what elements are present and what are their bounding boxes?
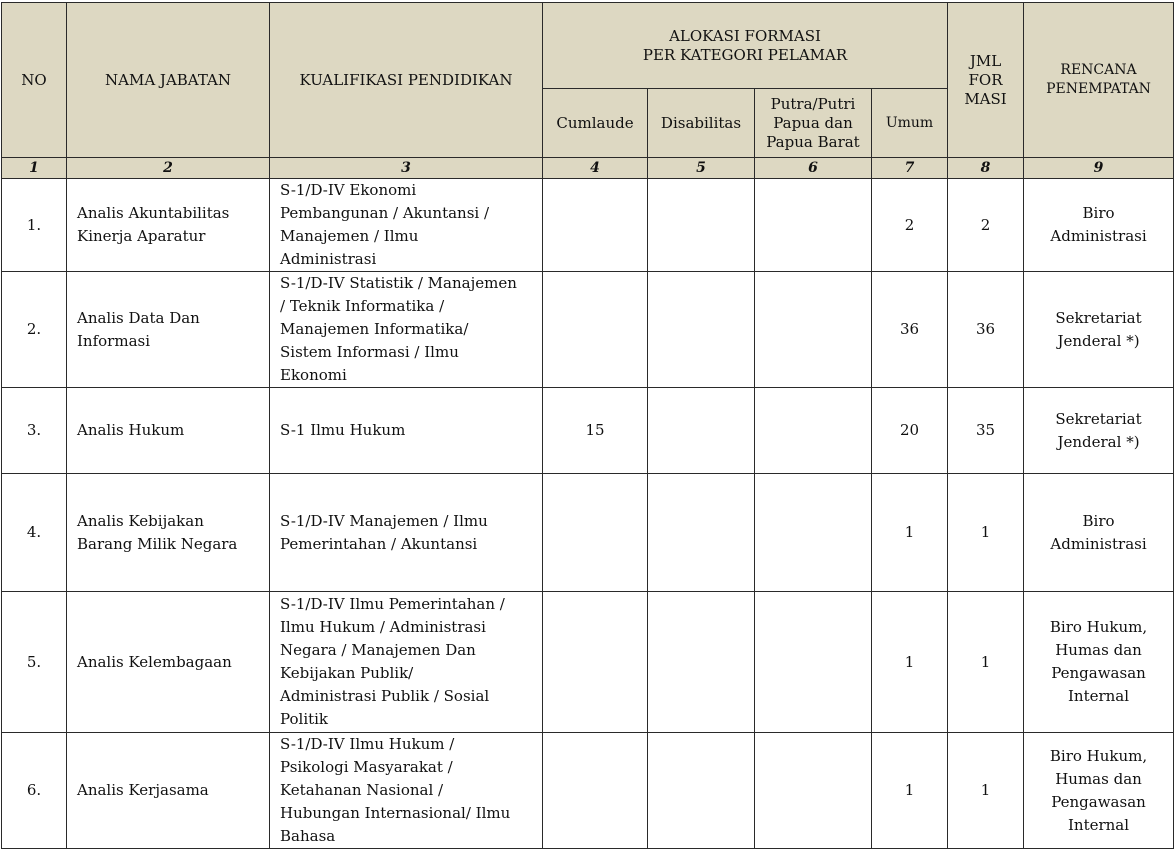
cell-kualifikasi-line: Hubungan Internasional/ Ilmu xyxy=(280,804,511,822)
cell-penempatan-line: Biro Hukum, xyxy=(1049,618,1148,636)
cell-nama-jabatan-line: Barang Milik Negara xyxy=(77,534,238,553)
cell-nama-jabatan xyxy=(67,474,270,592)
cell-penempatan-line: Administrasi xyxy=(1050,534,1147,553)
column-number: 5 xyxy=(648,158,755,179)
header-umum: Umum xyxy=(872,89,948,158)
column-number: 3 xyxy=(270,158,543,179)
cell-nama-jabatan xyxy=(67,592,270,733)
cell-disabilitas xyxy=(648,388,755,474)
cell-papua xyxy=(755,272,872,388)
cell-kualifikasi xyxy=(270,388,543,474)
column-number: 4 xyxy=(543,158,648,179)
cell-cumlaude xyxy=(543,733,648,849)
cell-kualifikasi-line: Manajemen / Ilmu xyxy=(280,227,419,245)
header-nama-jabatan: NAMA JABATAN xyxy=(67,3,270,158)
cell-kualifikasi-line: S-1/D-IV Ekonomi xyxy=(280,181,417,199)
header-cumlaude: Cumlaude xyxy=(543,89,648,158)
header-kualifikasi: KUALIFIKASI PENDIDIKAN xyxy=(270,3,543,158)
cell-disabilitas xyxy=(648,474,755,592)
cell-jml-formasi: 2 xyxy=(948,179,1024,272)
cell-penempatan-line: Humas dan xyxy=(1055,641,1142,659)
column-number: 7 xyxy=(872,158,948,179)
column-number-row xyxy=(2,158,1174,179)
cell-cumlaude: 15 xyxy=(543,388,648,474)
cell-kualifikasi-line: Sistem Informasi / Ilmu xyxy=(280,343,459,361)
cell-umum: 20 xyxy=(872,388,948,474)
cell-no: 5. xyxy=(2,592,67,733)
cell-penempatan xyxy=(1024,272,1174,388)
cell-penempatan-line: Jenderal *) xyxy=(1057,432,1140,451)
cell-nama-jabatan-line: Analis Kebijakan xyxy=(77,511,204,530)
cell-nama-jabatan-line: Analis Akuntabilitas xyxy=(77,204,230,222)
cell-umum: 1 xyxy=(872,474,948,592)
formasi-table xyxy=(1,2,1174,849)
cell-penempatan-line: Sekretariat xyxy=(1055,409,1142,428)
cell-nama-jabatan xyxy=(67,388,270,474)
cell-kualifikasi-line: S-1/D-IV Statistik / Manajemen xyxy=(280,274,517,292)
table-row xyxy=(2,592,1174,733)
cell-papua xyxy=(755,733,872,849)
cell-cumlaude xyxy=(543,272,648,388)
cell-jml-formasi: 36 xyxy=(948,272,1024,388)
cell-penempatan-line: Pengawasan xyxy=(1051,664,1146,682)
cell-penempatan-line: Biro xyxy=(1082,511,1115,530)
cell-jml-formasi: 1 xyxy=(948,733,1024,849)
header-rencana-penempatan: RENCANA PENEMPATAN xyxy=(1024,3,1174,158)
cell-cumlaude xyxy=(543,474,648,592)
cell-kualifikasi-line: Manajemen Informatika/ xyxy=(280,320,469,338)
header-disabilitas: Disabilitas xyxy=(648,89,755,158)
cell-nama-jabatan-line: Analis Hukum xyxy=(77,421,185,439)
cell-penempatan-line: Pengawasan xyxy=(1051,792,1146,811)
cell-nama-jabatan xyxy=(67,272,270,388)
cell-kualifikasi-line: Administrasi Publik / Sosial xyxy=(280,687,490,705)
cell-kualifikasi xyxy=(270,592,543,733)
table-row xyxy=(2,388,1174,474)
cell-kualifikasi-line: Ilmu Hukum / Administrasi xyxy=(280,618,486,636)
cell-disabilitas xyxy=(648,272,755,388)
cell-penempatan-line: Internal xyxy=(1067,687,1130,705)
cell-nama-jabatan-line: Analis Kerjasama xyxy=(77,781,209,799)
cell-kualifikasi-line: Pembangunan / Akuntansi / xyxy=(280,204,490,222)
cell-kualifikasi-line: Kebijakan Publik/ xyxy=(280,664,414,682)
cell-umum: 2 xyxy=(872,179,948,272)
table-row xyxy=(2,272,1174,388)
header-no: NO xyxy=(2,3,67,158)
cell-no: 4. xyxy=(2,474,67,592)
cell-kualifikasi-line: S-1/D-IV Ilmu Hukum / xyxy=(280,735,455,753)
cell-kualifikasi-line: Pemerintahan / Akuntansi xyxy=(280,534,478,553)
column-number: 6 xyxy=(755,158,872,179)
cell-kualifikasi-line: S-1/D-IV Ilmu Pemerintahan / xyxy=(280,595,505,613)
cell-disabilitas xyxy=(648,733,755,849)
cell-jml-formasi: 1 xyxy=(948,592,1024,733)
column-number: 8 xyxy=(948,158,1024,179)
table-row xyxy=(2,179,1174,272)
cell-kualifikasi xyxy=(270,272,543,388)
cell-cumlaude xyxy=(543,179,648,272)
cell-umum: 1 xyxy=(872,592,948,733)
cell-penempatan-line: Humas dan xyxy=(1055,769,1142,788)
cell-penempatan xyxy=(1024,474,1174,592)
column-number: 2 xyxy=(67,158,270,179)
cell-kualifikasi-line: S-1/D-IV Manajemen / Ilmu xyxy=(280,511,488,530)
cell-disabilitas xyxy=(648,592,755,733)
cell-penempatan xyxy=(1024,733,1174,849)
cell-nama-jabatan-line: Analis Kelembagaan xyxy=(77,652,232,671)
header-alokasi: ALOKASI FORMASI PER KATEGORI PELAMAR xyxy=(543,3,948,89)
cell-no: 6. xyxy=(2,733,67,849)
cell-kualifikasi-line: Negara / Manajemen Dan xyxy=(280,641,476,659)
cell-no: 1. xyxy=(2,179,67,272)
cell-jml-formasi: 35 xyxy=(948,388,1024,474)
cell-kualifikasi xyxy=(270,733,543,849)
cell-kualifikasi-line: S-1 Ilmu Hukum xyxy=(280,421,406,439)
cell-no: 3. xyxy=(2,388,67,474)
cell-papua xyxy=(755,474,872,592)
cell-umum: 1 xyxy=(872,733,948,849)
cell-cumlaude xyxy=(543,592,648,733)
cell-penempatan xyxy=(1024,592,1174,733)
cell-umum: 36 xyxy=(872,272,948,388)
cell-penempatan xyxy=(1024,179,1174,272)
table-row xyxy=(2,474,1174,592)
table-row xyxy=(2,733,1174,849)
cell-nama-jabatan xyxy=(67,733,270,849)
cell-penempatan-line: Internal xyxy=(1067,815,1130,834)
cell-kualifikasi-line: Ekonomi xyxy=(280,366,347,384)
cell-kualifikasi-line: / Teknik Informatika / xyxy=(280,297,445,315)
cell-kualifikasi xyxy=(270,474,543,592)
cell-kualifikasi-line: Administrasi xyxy=(280,250,377,268)
cell-kualifikasi-line: Psikologi Masyarakat / xyxy=(280,758,453,776)
cell-penempatan-line: Biro xyxy=(1082,204,1115,222)
cell-penempatan-line: Sekretariat xyxy=(1055,308,1142,327)
cell-penempatan-line: Administrasi xyxy=(1050,227,1147,245)
cell-penempatan-line: Biro Hukum, xyxy=(1049,746,1148,765)
cell-nama-jabatan xyxy=(67,179,270,272)
cell-penempatan xyxy=(1024,388,1174,474)
cell-no: 2. xyxy=(2,272,67,388)
cell-papua xyxy=(755,388,872,474)
cell-kualifikasi-line: Ketahanan Nasional / xyxy=(280,781,444,799)
cell-kualifikasi xyxy=(270,179,543,272)
cell-jml-formasi: 1 xyxy=(948,474,1024,592)
column-number: 1 xyxy=(2,158,67,179)
header-jml-formasi: JML FOR MASI xyxy=(948,3,1024,158)
cell-kualifikasi-line: Politik xyxy=(280,710,329,728)
cell-nama-jabatan-line: Analis Data Dan xyxy=(77,308,200,327)
cell-nama-jabatan-line: Informasi xyxy=(77,331,151,350)
cell-penempatan-line: Jenderal *) xyxy=(1057,331,1140,350)
header-papua: Putra/Putri Papua dan Papua Barat xyxy=(755,89,872,158)
cell-disabilitas xyxy=(648,179,755,272)
column-number: 9 xyxy=(1024,158,1174,179)
cell-papua xyxy=(755,592,872,733)
cell-kualifikasi-line: Bahasa xyxy=(280,827,336,845)
cell-nama-jabatan-line: Kinerja Aparatur xyxy=(77,227,206,245)
cell-papua xyxy=(755,179,872,272)
